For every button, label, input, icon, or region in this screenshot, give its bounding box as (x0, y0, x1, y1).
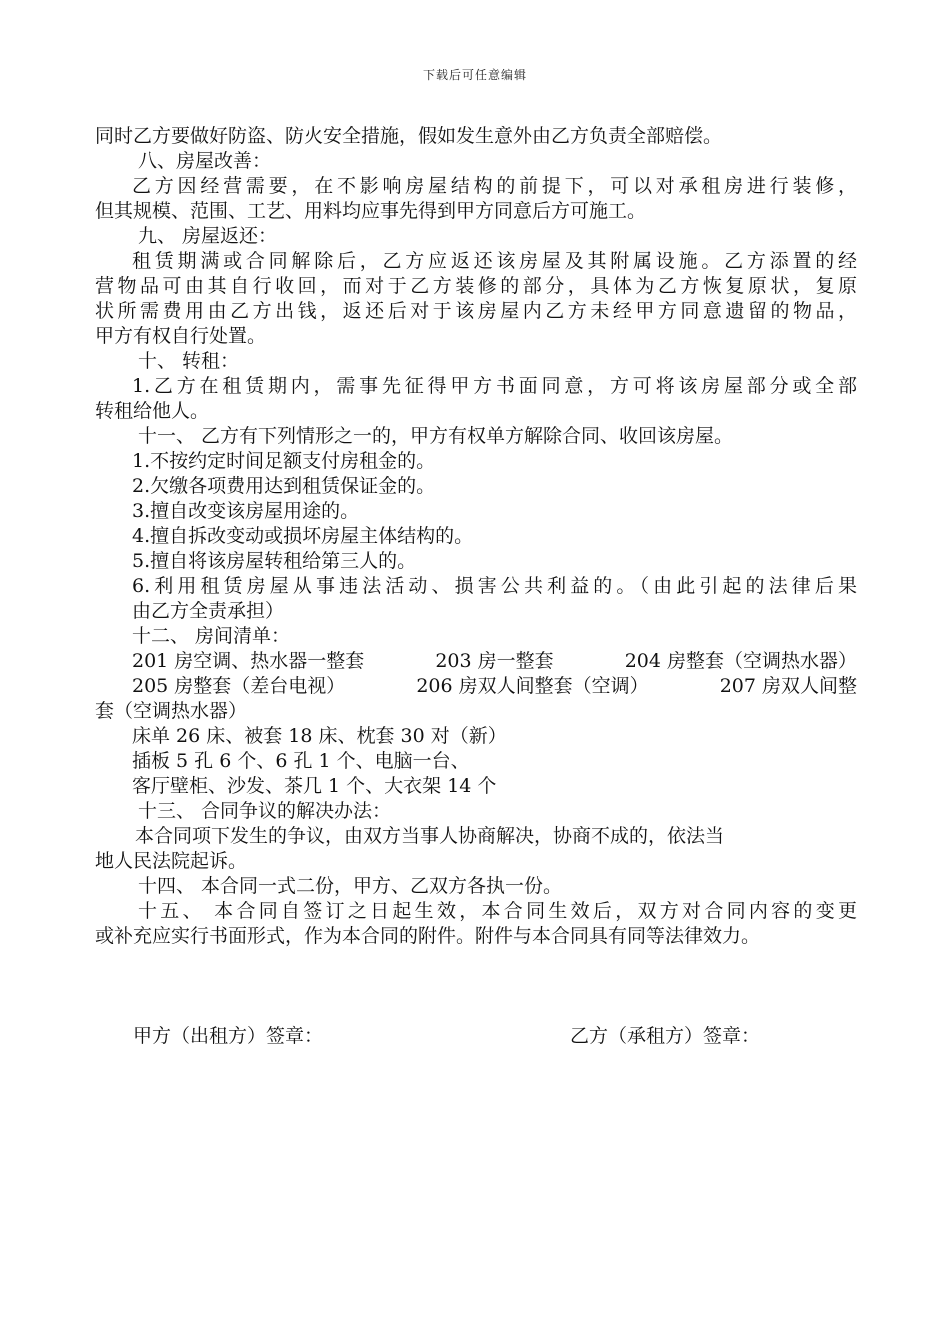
text-line: 或补充应实行书面形式，作为本合同的附件。附件与本合同具有同等法律效力。 (95, 925, 761, 947)
section-heading: 九、 房屋返还： (138, 225, 278, 247)
room-item: 206 房双人间整套（空调） (416, 675, 649, 697)
room-item: 203 房一整套 (435, 650, 554, 672)
text-line: 1.乙方在租赁期内，需事先征得甲方书面同意，方可将该房屋部分或全部 (132, 375, 857, 397)
text-line: 本合同项下发生的争议，由双方当事人协商解决，协商不成的，依法当 (135, 825, 725, 847)
list-item: 1.不按约定时间足额支付房租金的。 (132, 450, 436, 472)
room-item: 205 房整套（差台电视） (132, 675, 346, 697)
room-item: 204 房整套（空调热水器） (624, 650, 857, 672)
section-heading: 十四、 本合同一式二份，甲方、乙双方各执一份。 (138, 875, 563, 897)
list-item: 客厅壁柜、沙发、茶几 1 个、大衣架 14 个 (132, 775, 497, 797)
list-item: 2.欠缴各项费用达到租赁保证金的。 (132, 475, 436, 497)
section-heading: 八、房屋改善： (138, 150, 272, 172)
room-list-row (132, 649, 857, 674)
list-item: 床单 26 床、被套 18 床、枕套 30 对（新） (132, 725, 507, 747)
section-heading: 十三、 合同争议的解决办法： (138, 800, 392, 822)
text-line: 状所需费用由乙方出钱，返还后对于该房屋内乙方未经甲方同意遗留的物品， (95, 300, 857, 322)
list-item: 6.利用租赁房屋从事违法活动、损害公共利益的。（由此引起的法律后果 (132, 575, 857, 597)
list-item: 5.擅自将该房屋转租给第三人的。 (132, 550, 417, 572)
text-line: 由乙方全责承担） (132, 600, 285, 622)
text-line: 甲方有权自行处置。 (95, 325, 267, 347)
text-line: 地人民法院起诉。 (95, 850, 248, 872)
text-line: 同时乙方要做好防盗、防火安全措施，假如发生意外由乙方负责全部赔偿。 (95, 125, 723, 147)
page-header: 下载后可任意编辑 (422, 68, 527, 82)
section-heading: 十二、 房间清单： (132, 625, 291, 647)
party-a-signature-label: 甲方（出租方）签章： (133, 1025, 324, 1047)
room-list-row (132, 674, 857, 699)
section-heading: 十一、 乙方有下列情形之一的，甲方有权单方解除合同、收回该房屋。 (138, 425, 734, 447)
list-item: 4.擅自拆改变动或损坏房屋主体结构的。 (132, 525, 474, 547)
text-line: 套（空调热水器） (95, 700, 248, 722)
list-item: 插板 5 孔 6 个、6 孔 1 个、电脑一台、 (132, 750, 470, 772)
section-heading: 十五、 本合同自签订之日起生效，本合同生效后，双方对合同内容的变更 (138, 900, 857, 922)
room-item: 201 房空调、热水器一整套 (132, 650, 365, 672)
section-heading: 十、 转租： (138, 350, 240, 372)
text-line: 租赁期满或合同解除后，乙方应返还该房屋及其附属设施。乙方添置的经 (132, 250, 857, 272)
text-line: 乙方因经营需要，在不影响房屋结构的前提下，可以对承租房进行装修， (132, 175, 857, 197)
room-item: 207 房双人间整 (719, 675, 857, 697)
text-line: 转租给他人。 (95, 400, 210, 422)
party-b-signature-label: 乙方（承租方）签章： (570, 1025, 761, 1047)
text-line: 营物品可由其自行收回，而对于乙方装修的部分，具体为乙方恢复原状，复原 (95, 275, 857, 297)
text-line: 但其规模、范围、工艺、用料均应事先得到甲方同意后方可施工。 (95, 200, 647, 222)
list-item: 3.擅自改变该房屋用途的。 (132, 500, 360, 522)
